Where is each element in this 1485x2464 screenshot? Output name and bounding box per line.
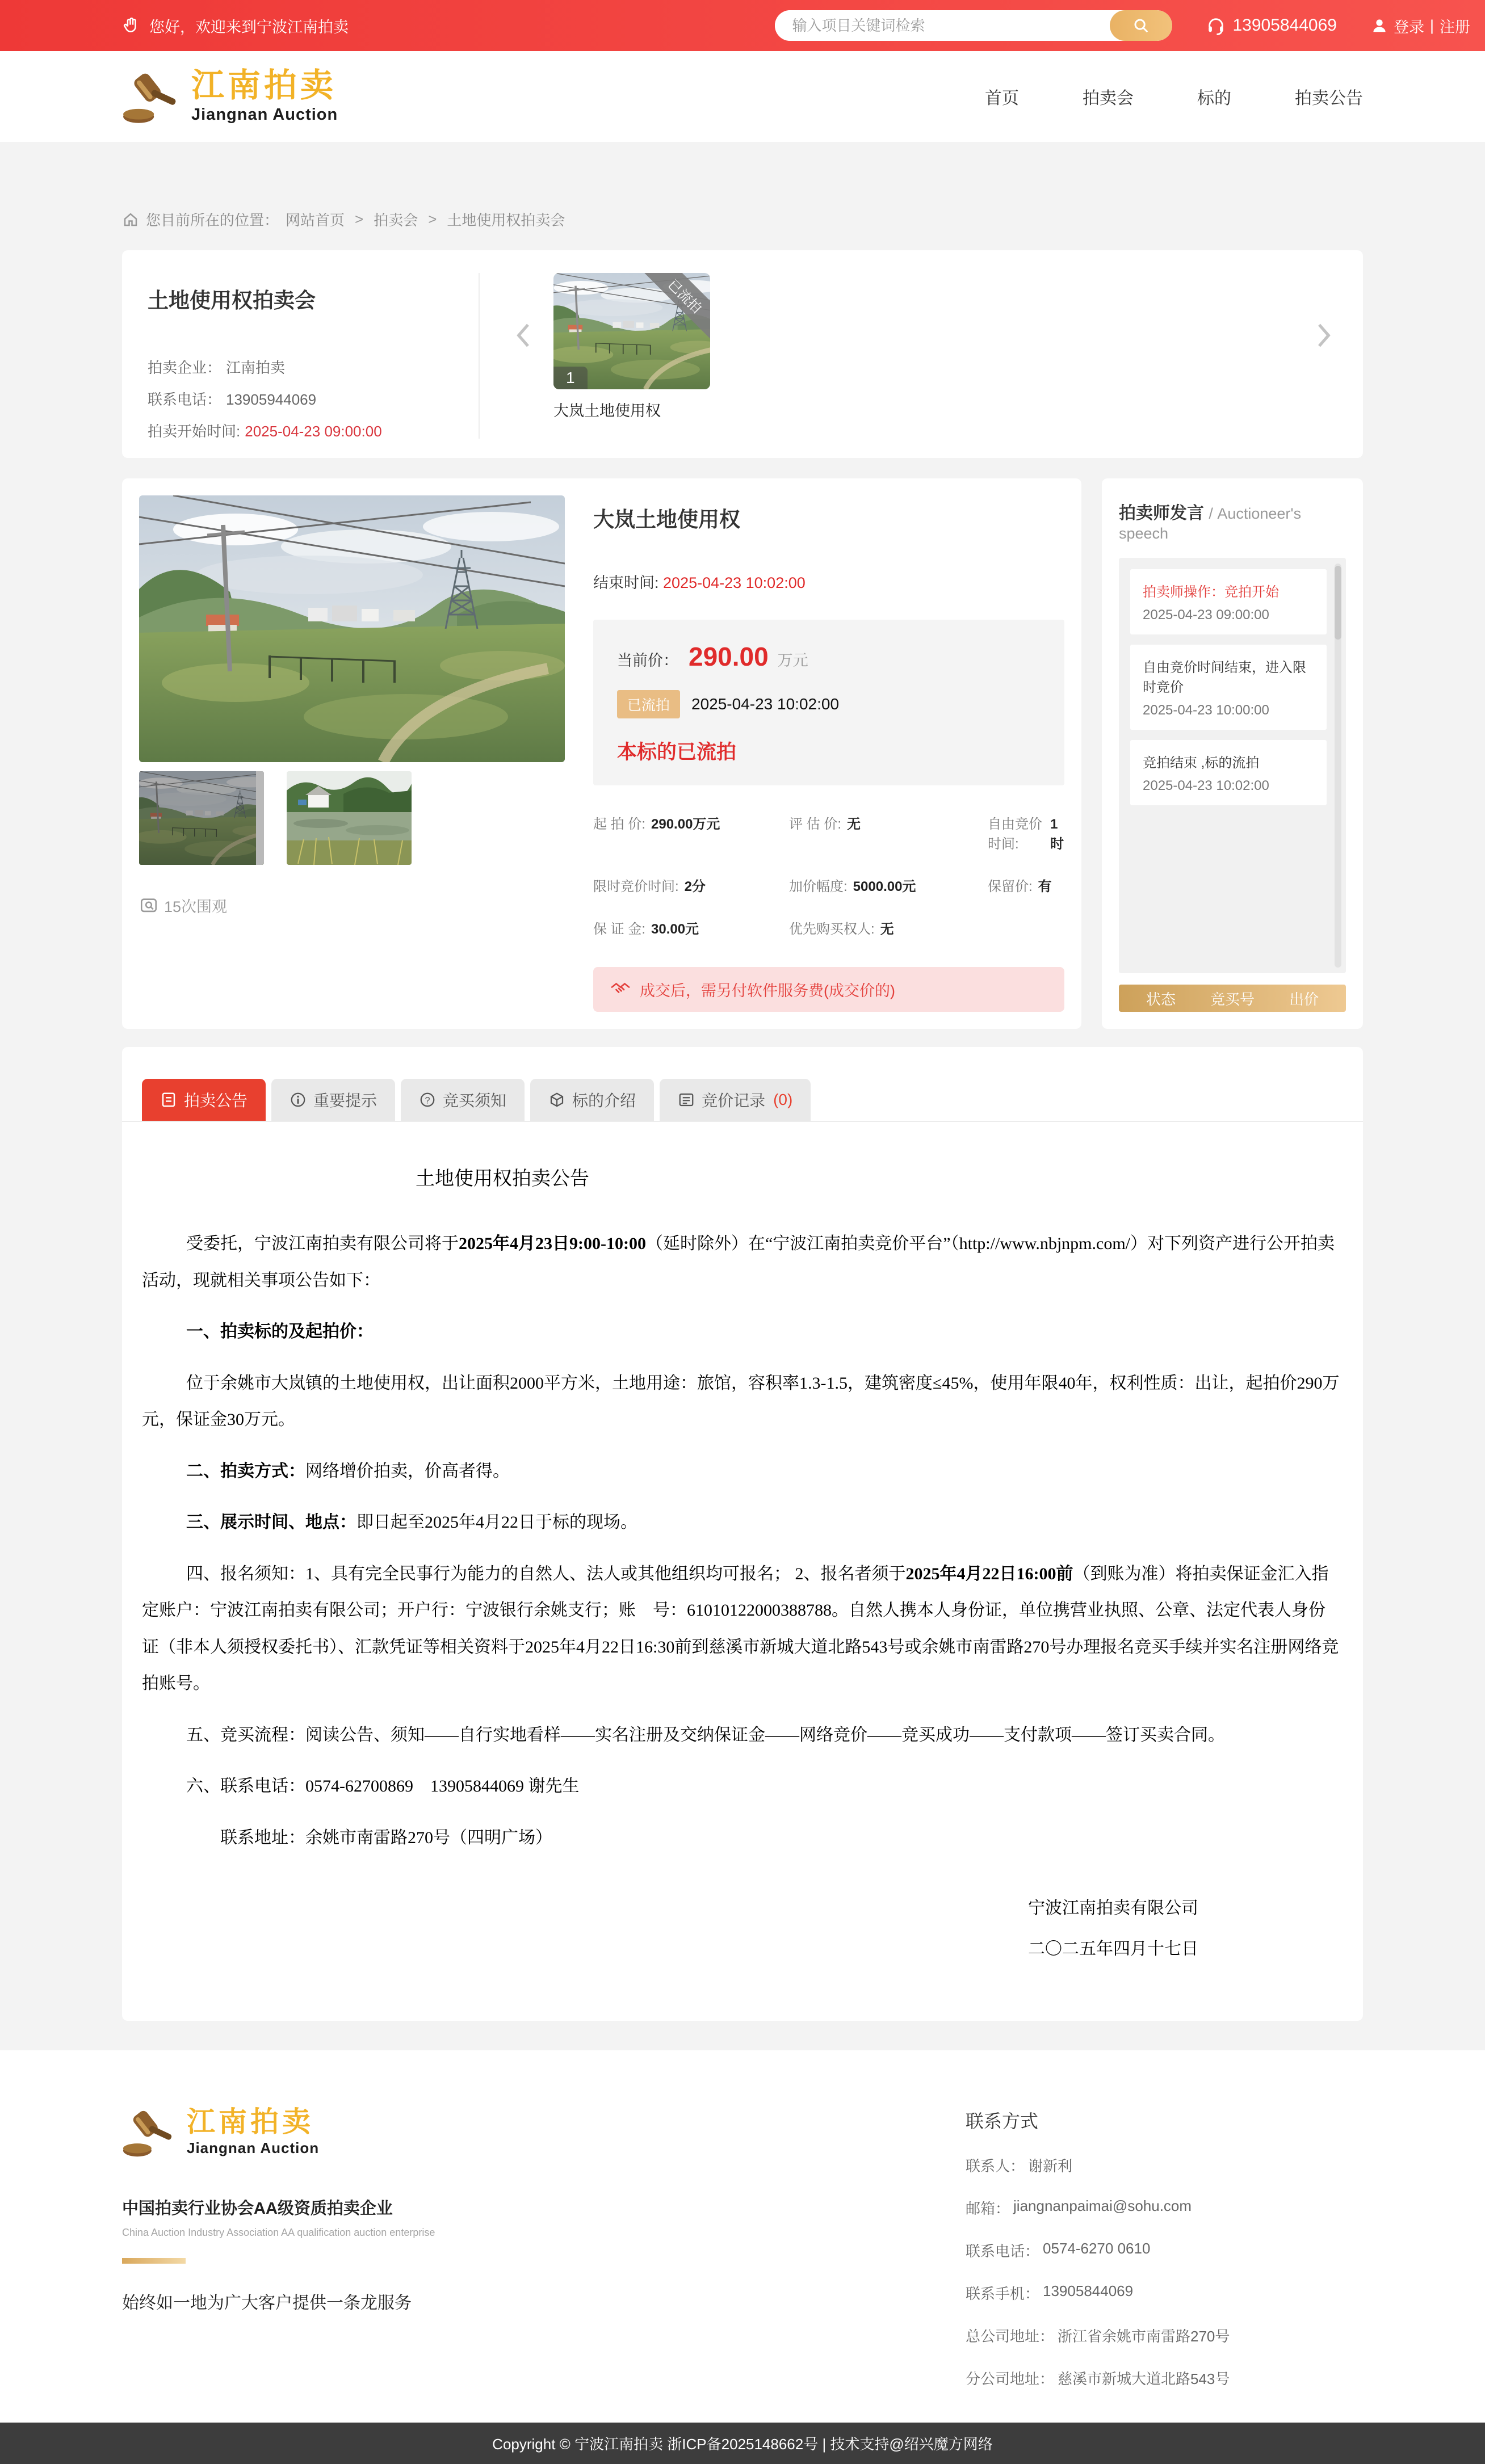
carousel-lot-item[interactable]: [553, 273, 710, 421]
company-value: 江南拍卖: [226, 359, 286, 376]
announcement-paragraph: 六、联系电话：0574-62700869 13905844069 谢先生: [186, 1777, 580, 1796]
footer-logo-en: Jiangnan Auction: [187, 2139, 320, 2156]
announcement-paragraph: 联系地址：余姚市南雷路270号（四明广场）: [220, 1828, 552, 1847]
param-label: 保 证 金:: [593, 922, 646, 937]
lot-photo-thumb-2[interactable]: [287, 771, 412, 865]
search-button[interactable]: [1110, 10, 1172, 41]
auctioneer-speech-card: [1102, 478, 1363, 1029]
footer-slogan-en: China Auction Industry Association AA qualification auction enterprise: [122, 2227, 435, 2239]
service-phone-number: 13905844069: [1232, 16, 1337, 35]
copyright-text: Copyright © 宁波江南拍卖 浙ICP备2025148662号 | 技术支持@绍兴魔方网络: [492, 2436, 993, 2453]
lot-parameters: [593, 813, 1064, 937]
announcement-body: [122, 1122, 1363, 1970]
param-value: 2分: [684, 879, 706, 894]
box-icon: [548, 1091, 565, 1108]
gavel-logo-icon: [122, 67, 181, 126]
carousel-next-button[interactable]: [1306, 273, 1340, 398]
end-time-label: 结束时间:: [593, 574, 659, 591]
start-time-value: 2025-04-23 09:00:00: [245, 423, 382, 440]
tab-label: 竞买须知: [443, 1092, 507, 1109]
announcement-paragraph: 受委托，宁波江南拍卖有限公司将于2025年4月23日9:00-10:00（延时除外）在“宁波江南拍卖竞价平台”（http://www.nbjnpm.com/）对下列资产进行公开拍卖活动，现就相关事项公告如下：: [142, 1234, 1335, 1290]
nav-item-auctions[interactable]: 拍卖会: [1083, 89, 1134, 108]
param-label: 自由竞价时间:: [988, 817, 1042, 852]
speech-message-time: 2025-04-23 10:02:00: [1143, 778, 1269, 793]
logo-text-en: Jiangnan Auction: [191, 105, 338, 124]
breadcrumb: [122, 142, 1363, 230]
home-icon: [122, 211, 139, 228]
speech-panel: [1119, 558, 1346, 973]
lot-detail-card: [122, 478, 1081, 1029]
param-label: 加价幅度:: [789, 879, 848, 894]
carousel-prev-button[interactable]: [507, 273, 541, 398]
wave-hand-icon: [122, 16, 141, 35]
announcement-paragraph: 二、拍卖方式：网络增价拍卖，价高者得。: [186, 1461, 510, 1481]
contact-row: 联系人： 谢新利: [966, 2158, 1073, 2175]
welcome-message: [122, 15, 349, 37]
param-value: 290.00万元: [651, 817, 720, 832]
contact-row: 联系手机： 13905844069: [966, 2282, 1134, 2303]
tab-bar: [122, 1047, 1363, 1122]
signature-company: 宁波江南拍卖有限公司: [1028, 1899, 1198, 1918]
nav-item-home[interactable]: 首页: [985, 89, 1019, 108]
speech-message: [1130, 569, 1327, 634]
copyright-bar: [0, 2423, 1485, 2464]
search-input[interactable]: [775, 10, 1110, 41]
tab-important-notes[interactable]: [271, 1079, 395, 1121]
user-icon: [1371, 17, 1388, 34]
speech-title-cn: 拍卖师发言: [1119, 504, 1204, 523]
view-count-icon: [139, 896, 158, 915]
breadcrumb-separator: >: [355, 211, 364, 228]
footer-logo: [122, 2105, 860, 2159]
tab-bidding-instructions[interactable]: [401, 1079, 525, 1121]
tab-lot-introduction[interactable]: [530, 1079, 654, 1121]
current-price-label: 当前价：: [617, 652, 678, 669]
param-value: 1时: [1050, 817, 1064, 852]
lot-title: 大岚土地使用权: [593, 508, 740, 531]
announcement-card: [122, 1047, 1363, 2021]
nav-item-announcements[interactable]: 拍卖公告: [1295, 89, 1363, 108]
contact-title: 联系方式: [966, 2111, 1039, 2132]
document-icon: [160, 1091, 177, 1108]
speech-message-text: 拍卖师操作：竞拍开始: [1143, 585, 1279, 600]
view-count-text: 15次围观: [164, 898, 228, 915]
main-nav: [985, 84, 1363, 109]
price-box: [593, 620, 1064, 785]
passed-in-note: 本标的已流拍: [617, 741, 737, 763]
speech-message-time: 2025-04-23 09:00:00: [1143, 607, 1269, 623]
speech-message-text: 自由竞价时间结束，进入限时竞价: [1143, 660, 1306, 695]
current-price-value: 290.00: [689, 642, 769, 671]
footer-slogan: 中国拍卖行业协会AA级资质拍卖企业: [122, 2200, 393, 2218]
param-value: 无: [847, 817, 861, 832]
search-box: [775, 10, 1172, 41]
logo-text-cn: 江南拍卖: [191, 66, 337, 104]
param-value: 5000.00元: [853, 879, 916, 894]
handshake-icon: [610, 979, 631, 1000]
topbar: [0, 0, 1485, 51]
company-label: 拍卖企业：: [148, 359, 222, 376]
speech-message: [1130, 740, 1327, 805]
start-time-label: 拍卖开始时间:: [148, 423, 241, 440]
tab-label: 标的介绍: [572, 1092, 636, 1109]
contact-row: 分公司地址： 慈溪市新城大道北路543号: [966, 2370, 1230, 2388]
signature-date: 二〇二五年四月十七日: [1028, 1940, 1198, 1959]
lot-index-badge: 1: [553, 367, 588, 389]
tab-label: 拍卖公告: [184, 1092, 248, 1109]
announcement-paragraph: 五、竞买流程：阅读公告、须知——自行实地看样——实名注册及交纳保证金——网络竞价——竞买成功——支付款项——签订买卖合同。: [186, 1725, 1225, 1744]
question-icon: [419, 1091, 436, 1108]
contact-row: 总公司地址： 浙江省余姚市南雷路270号: [966, 2328, 1230, 2345]
service-phone: [1206, 16, 1337, 35]
announcement-paragraph: 一、拍卖标的及起拍价：: [186, 1322, 374, 1342]
tab-label: 竞价记录: [702, 1092, 766, 1109]
lot-caption: 大岚土地使用权: [553, 402, 661, 419]
tab-bid-records[interactable]: [660, 1079, 811, 1121]
breadcrumb-separator: >: [428, 211, 437, 228]
gavel-logo-icon: [122, 2105, 177, 2159]
contact-row: 联系电话： 0574-6270 0610: [966, 2240, 1151, 2260]
param-value: 有: [1038, 879, 1052, 894]
speech-message-text: 竞拍结束 ,标的流拍: [1143, 755, 1260, 771]
footer-logo-cn: 江南拍卖: [187, 2105, 314, 2138]
search-icon: [1132, 17, 1150, 34]
bid-header-bidder: 竞买号: [1210, 990, 1255, 1008]
breadcrumb-item-current: 土地使用权拍卖会: [447, 212, 565, 229]
announcement-title: 土地使用权拍卖公告: [416, 1168, 589, 1189]
param-label: 评 估 价:: [789, 817, 842, 832]
auction-title: 土地使用权拍卖会: [148, 289, 316, 312]
service-fee-text: 成交后，需另付软件服务费(成交价的): [640, 982, 895, 999]
footer-divider: [122, 2258, 186, 2264]
status-time: 2025-04-23 10:02:00: [691, 695, 840, 713]
login-link[interactable]: 登录: [1393, 18, 1424, 36]
param-label: 保留价:: [988, 879, 1033, 894]
current-price-unit: 万元: [777, 652, 808, 669]
speech-scrollbar[interactable]: [1335, 564, 1341, 968]
phone-label: 联系电话：: [148, 391, 222, 408]
breadcrumb-item-home[interactable]: 网站首页: [286, 212, 345, 229]
site-footer: [0, 2050, 1485, 2423]
announcement-paragraph: 三、展示时间、地点：即日起至2025年4月22日于标的现场。: [186, 1513, 637, 1532]
param-label: 起 拍 价:: [593, 817, 646, 832]
site-header: [0, 51, 1485, 142]
list-icon: [678, 1091, 695, 1108]
lot-photo-thumb-1[interactable]: [139, 771, 264, 865]
param-value: 30.00元: [651, 922, 699, 937]
status-badge: 已流拍: [617, 690, 680, 718]
footer-slogan-2: 始终如一地为广大客户提供一条龙服务: [122, 2294, 412, 2313]
register-link[interactable]: 注册: [1440, 18, 1470, 36]
announcement-paragraph: 位于余姚市大岚镇的土地使用权，出让面积2000平方米，土地用途：旅馆，容积率1.3-1.5，建筑密度≤45%，使用年限40年，权利性质：出让，起拍价290万元，保证金30万元。: [142, 1373, 1340, 1429]
breadcrumb-item-auctions[interactable]: 拍卖会: [374, 212, 418, 229]
breadcrumb-prefix: 您目前所在的位置：: [146, 212, 279, 229]
tab-announcement[interactable]: [142, 1079, 266, 1121]
service-fee-notice: [593, 967, 1064, 1012]
lot-main-photo: [139, 495, 565, 762]
speech-title-en: / Auctioneer's speech: [1119, 505, 1302, 542]
passed-in-ribbon: 已流拍: [638, 273, 710, 343]
auth-separator: |: [1429, 16, 1434, 34]
headset-icon: [1206, 16, 1226, 35]
param-label: 优先购买权人:: [789, 922, 875, 937]
auction-session-card: [122, 250, 1363, 458]
site-logo[interactable]: [122, 67, 338, 126]
bid-table-header: [1119, 985, 1346, 1012]
param-label: 限时竞价时间:: [593, 879, 679, 894]
param-value: 无: [880, 922, 894, 937]
tab-label: 重要提示: [313, 1092, 377, 1109]
end-time-value: 2025-04-23 10:02:00: [663, 574, 806, 591]
announcement-paragraph: 四、报名须知：1、具有完全民事行为能力的自然人、法人或其他组织均可报名； 2、报名者须于2025年4月22日16:00前（到账为准）将拍卖保证金汇入指定账户：宁波江南拍卖有限公司；开户行：宁波银行余姚支行；账 号：61010122000388788。自然人携本人身份证，单位携营业执照、公章、法定代表人身份证（非本人须授权委托书）、汇款凭证等相关资料于2025年4月22日16:30前到慈溪市新城大道北路543号或余姚市南雷路270号办理报名竞买手续并实名注册网络竞拍账号。: [142, 1564, 1339, 1693]
speech-message: [1130, 645, 1327, 730]
phone-value: 13905944069: [226, 391, 317, 408]
lot-carousel: [480, 273, 1340, 439]
contact-row: 邮箱： jiangnanpaimai@sohu.com: [966, 2197, 1192, 2218]
bid-header-price: 出价: [1289, 990, 1319, 1008]
welcome-text: 您好，欢迎来到宁波江南拍卖: [149, 18, 349, 36]
bid-header-status: 状态: [1146, 990, 1176, 1008]
nav-item-lots[interactable]: 标的: [1197, 89, 1231, 108]
info-icon: [290, 1091, 307, 1108]
tab-count: (0): [773, 1091, 793, 1108]
speech-message-time: 2025-04-23 10:00:00: [1143, 703, 1269, 718]
